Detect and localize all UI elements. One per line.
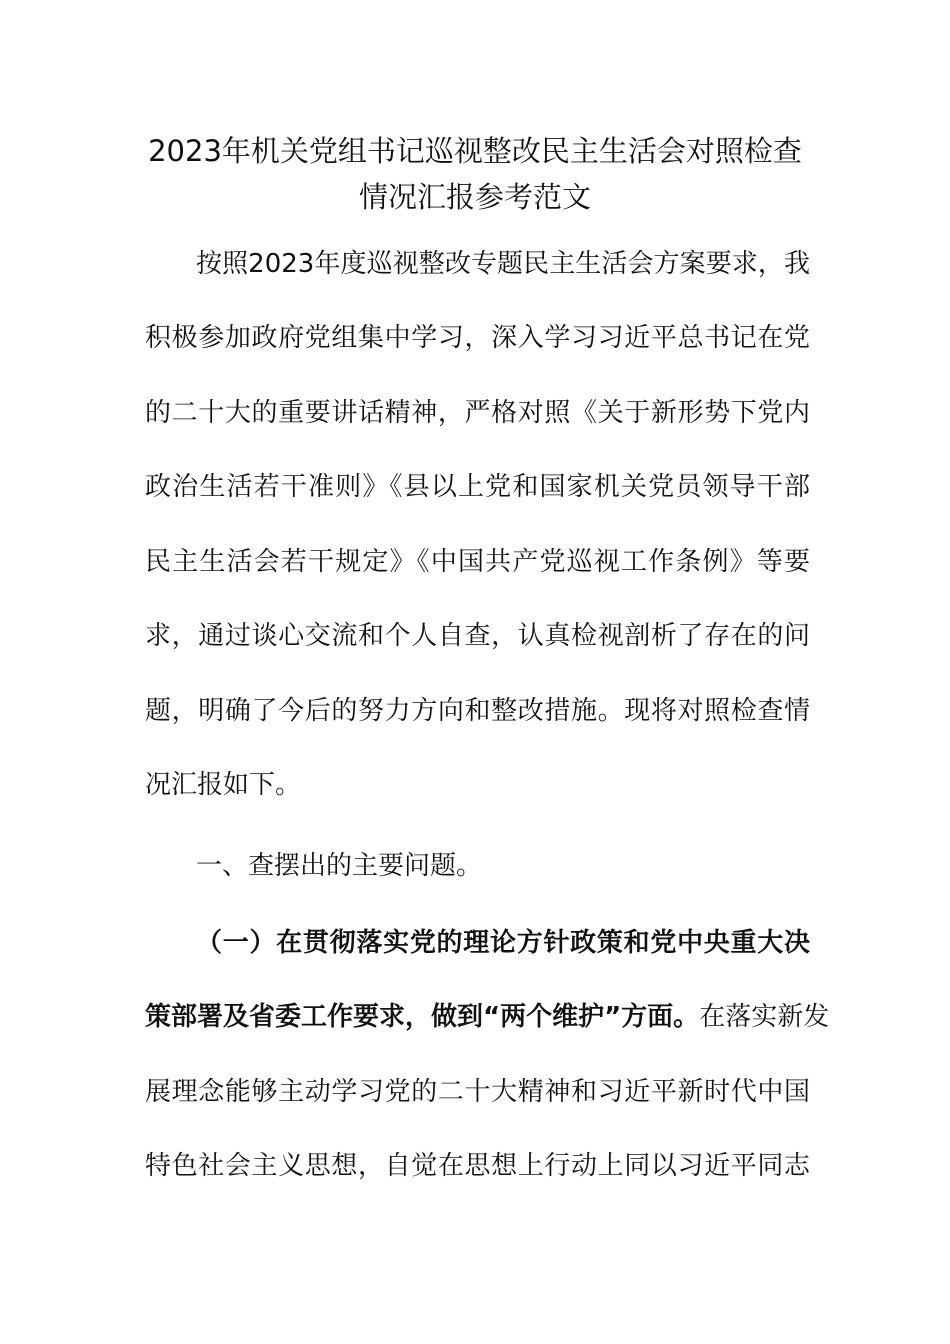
intro-line-3: 的二十大的重要讲话精神，严格对照《关于新形势下党内 <box>145 398 810 428</box>
intro-line-2: 积极参加政府党组集中学习，深入学习习近平总书记在党 <box>145 323 810 353</box>
subsection-heading-line-1: （一）在贯彻落实党的理论方针政策和党中央重大决 <box>196 928 810 958</box>
intro-line-5: 民主生活会若干规定》《中国共产党巡视工作条例》等要 <box>145 547 810 577</box>
subsection-text-start: 在落实新发 <box>699 1002 830 1032</box>
intro-line-6: 求，通过谈心交流和个人自查，认真检视剖析了存在的问 <box>145 621 810 651</box>
subsection-line-2 <box>145 1000 830 1034</box>
subsection-heading-line-2: 策部署及省委工作要求，做到“两个维护”方面。 <box>145 1002 700 1032</box>
section-heading: 一、查摆出的主要问题。 <box>196 851 483 881</box>
intro-line-1: 按照2023年度巡视整改专题民主生活会方案要求，我 <box>196 249 810 279</box>
title-line-2: 情况汇报参考范文 <box>358 180 591 214</box>
intro-line-7: 题，明确了今后的努力方向和整改措施。现将对照检查情 <box>145 696 810 726</box>
document-title <box>140 128 810 220</box>
subsection-line-3: 展理念能够主动学习党的二十大精神和习近平新时代中国 <box>145 1077 810 1107</box>
intro-line-8: 况汇报如下。 <box>145 770 302 800</box>
intro-line-4: 政治生活若干准则》《县以上党和国家机关党员领导干部 <box>145 472 810 502</box>
title-line-1: 2023年机关党组书记巡视整改民主生活会对照检查 <box>148 134 802 168</box>
subsection-line-4: 特色社会主义思想，自觉在思想上行动上同以习近平同志 <box>145 1151 810 1181</box>
